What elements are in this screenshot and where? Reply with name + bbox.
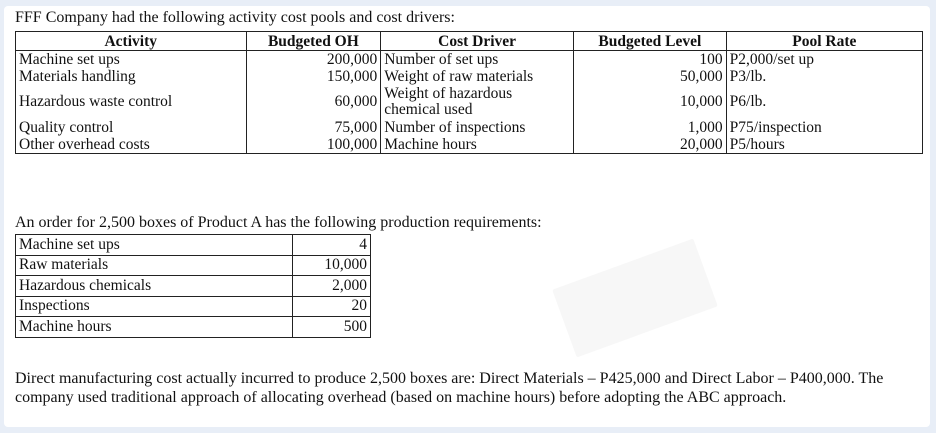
budgeted-oh-cell: 100,000: [246, 136, 381, 154]
header-activity: Activity: [16, 32, 247, 51]
header-pool-rate: Pool Rate: [726, 32, 922, 51]
activity-cell: Quality control: [16, 119, 247, 136]
cost-pool-table: [15, 31, 923, 154]
table-row: [16, 235, 371, 256]
cost-driver-line: chemical used: [384, 101, 473, 118]
pool-rate-cell: P2,000/set up: [726, 51, 922, 69]
requirement-item: Hazardous chemicals: [16, 276, 293, 297]
requirement-item: Raw materials: [16, 255, 293, 276]
budgeted-level-cell: 50,000: [573, 68, 726, 85]
cost-driver-cell: [381, 85, 574, 119]
table-row: [16, 317, 371, 338]
pool-rate-cell: P5/hours: [726, 136, 922, 154]
header-budgeted-level: Budgeted Level: [573, 32, 726, 51]
requirement-qty: 4: [292, 235, 370, 256]
header-budgeted-oh: Budgeted OH: [246, 32, 381, 51]
table-row: [16, 68, 923, 85]
requirement-item: Inspections: [16, 296, 293, 317]
requirement-qty: 10,000: [292, 255, 370, 276]
requirement-qty: 20: [292, 296, 370, 317]
cost-driver-line: Weight of hazardous: [384, 85, 513, 102]
budgeted-oh-cell: 75,000: [246, 119, 381, 136]
pool-rate-cell: P6/lb.: [726, 85, 922, 119]
budgeted-oh-cell: 200,000: [246, 51, 381, 69]
requirement-item: Machine hours: [16, 317, 293, 338]
table-header-row: [16, 32, 923, 51]
table-row: [16, 85, 923, 119]
budgeted-level-cell: 100: [573, 51, 726, 69]
cost-driver-cell: Machine hours: [381, 136, 574, 154]
order-text: An order for 2,500 boxes of Product A has the following production requirements:: [15, 214, 542, 231]
table-row: [16, 136, 923, 154]
pool-rate-cell: P3/lb.: [726, 68, 922, 85]
cost-driver-cell: Weight of raw materials: [381, 68, 574, 85]
table-row: [16, 276, 371, 297]
intro-text: FFF Company had the following activity cost pools and cost drivers:: [15, 9, 455, 26]
requirement-item: Machine set ups: [16, 235, 293, 256]
activity-cell: Hazardous waste control: [16, 85, 247, 119]
budgeted-level-cell: 1,000: [573, 119, 726, 136]
budgeted-level-cell: 10,000: [573, 85, 726, 119]
activity-cell: Other overhead costs: [16, 136, 247, 154]
budgeted-level-cell: 20,000: [573, 136, 726, 154]
pool-rate-cell: P75/inspection: [726, 119, 922, 136]
requirements-table: [15, 234, 371, 338]
table-row: [16, 51, 923, 69]
cost-driver-cell: Number of set ups: [381, 51, 574, 69]
activity-cell: Machine set ups: [16, 51, 247, 69]
activity-cell: Materials handling: [16, 68, 247, 85]
header-cost-driver: Cost Driver: [381, 32, 574, 51]
budgeted-oh-cell: 150,000: [246, 68, 381, 85]
table-row: [16, 296, 371, 317]
closing-paragraph: Direct manufacturing cost actually incurred to produce 2,500 boxes are: Direct Materials – P425,000 and Direct Labor – P400,000. The company used traditional approach of allocating overhead (based on machine hours) before adopting the ABC approach.: [15, 370, 884, 406]
cost-driver-cell: Number of inspections: [381, 119, 574, 136]
table-row: [16, 255, 371, 276]
table-row: [16, 119, 923, 136]
requirement-qty: 500: [292, 317, 370, 338]
requirement-qty: 2,000: [292, 276, 370, 297]
budgeted-oh-cell: 60,000: [246, 85, 381, 119]
